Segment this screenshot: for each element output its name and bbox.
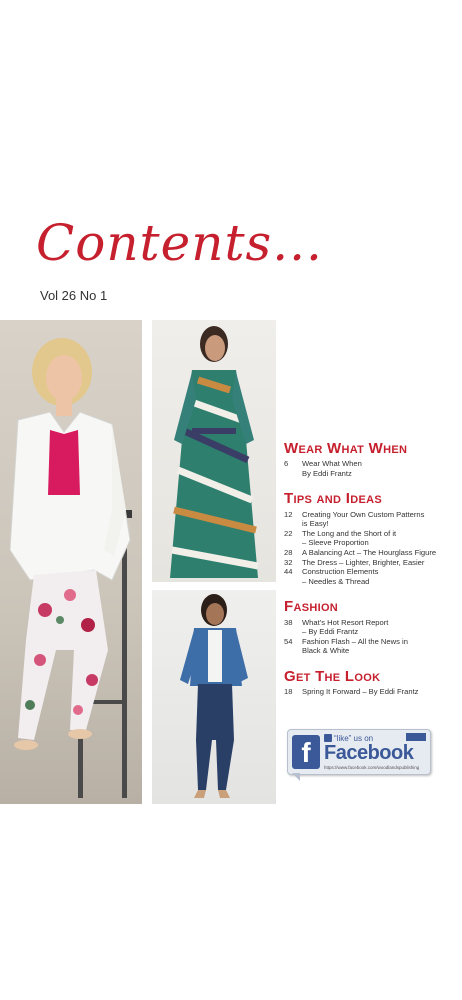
toc-entry[interactable] (284, 510, 460, 520)
page-number: 12 (284, 509, 293, 519)
entry-title: A Balancing Act – The Hourglass Figure (302, 548, 437, 558)
entry-title: Black & White (302, 646, 350, 656)
entry-title: The Long and the Short of it (302, 528, 397, 538)
entry-title: By Eddi Frantz (302, 468, 352, 478)
photo-striped-maxi-dress (152, 320, 276, 582)
model-denim-illustration (152, 590, 276, 804)
table-of-contents (284, 440, 460, 709)
entry-title: Spring It Forward – By Eddi Frantz (302, 687, 419, 697)
page-number (284, 627, 302, 637)
toc-entry[interactable] (284, 519, 460, 529)
page-number (284, 469, 302, 479)
toc-entry[interactable] (284, 567, 460, 577)
page-number (284, 577, 302, 587)
page-number: 6 (284, 459, 289, 469)
facebook-url[interactable]: https://www.facebook.com/woodlandspublishing (324, 765, 420, 770)
page-number: 44 (284, 567, 293, 577)
section-heading: Wear What When (284, 440, 408, 457)
toc-entry[interactable] (284, 459, 460, 469)
toc-entry[interactable] (284, 637, 460, 647)
page-title: Contents... (36, 214, 323, 272)
entry-title: Construction Elements (302, 567, 379, 577)
entry-title: Wear What When (302, 459, 362, 469)
toc-entry[interactable] (284, 618, 460, 628)
model-dress-illustration (152, 320, 276, 582)
page-number: 18 (284, 687, 293, 697)
speech-bubble-tail (292, 773, 300, 781)
toc-entry[interactable] (284, 538, 460, 548)
toc-entry[interactable] (284, 469, 460, 479)
toc-section-fashion (284, 598, 460, 656)
toc-section-wear-what-when (284, 440, 460, 478)
model-floral-illustration (0, 320, 142, 804)
entry-title: – Sleeve Proportion (302, 538, 369, 548)
toc-entry[interactable] (284, 558, 460, 568)
toc-entry[interactable] (284, 529, 460, 539)
volume-label: Vol 26 No 1 (40, 288, 108, 303)
page-number (284, 646, 302, 656)
toc-section-get-the-look (284, 668, 460, 697)
toc-entry[interactable] (284, 627, 460, 637)
facebook-like-badge[interactable] (287, 729, 431, 775)
section-heading: Fashion (284, 598, 339, 616)
toc-entry[interactable] (284, 687, 460, 697)
like-label: “like” us on (334, 734, 374, 743)
page-number: 22 (284, 528, 293, 538)
toc-entry[interactable] (284, 548, 460, 558)
entry-title: The Dress – Lighter, Brighter, Easier (302, 557, 425, 567)
section-heading: Tips and Ideas (284, 490, 382, 508)
publisher-logo-badge (406, 733, 426, 741)
section-heading: Get The Look (284, 668, 381, 686)
page-number (284, 538, 302, 548)
page-number: 54 (284, 636, 293, 646)
photo-denim-jacket-jeans (152, 590, 276, 804)
toc-entry[interactable] (284, 646, 460, 656)
entry-title: Fashion Flash – All the News in (302, 636, 408, 646)
page-number: 38 (284, 617, 293, 627)
entry-title: Creating Your Own Custom Patterns (302, 509, 425, 519)
facebook-wordmark: Facebook (324, 742, 414, 764)
thumbs-up-icon (324, 734, 332, 742)
entry-title: – Needles & Thread (302, 576, 370, 586)
toc-section-tips-and-ideas (284, 490, 460, 586)
photo-white-shirt-floral-pants (0, 320, 142, 804)
entry-title: What’s Hot Resort Report (302, 617, 389, 627)
facebook-logo-icon: f (292, 735, 320, 769)
entry-title: is Easy! (302, 519, 329, 529)
page-number: 32 (284, 557, 293, 567)
page-number: 28 (284, 548, 293, 558)
toc-entry[interactable] (284, 577, 460, 587)
entry-title: – By Eddi Frantz (302, 627, 359, 637)
page-number (284, 519, 302, 529)
